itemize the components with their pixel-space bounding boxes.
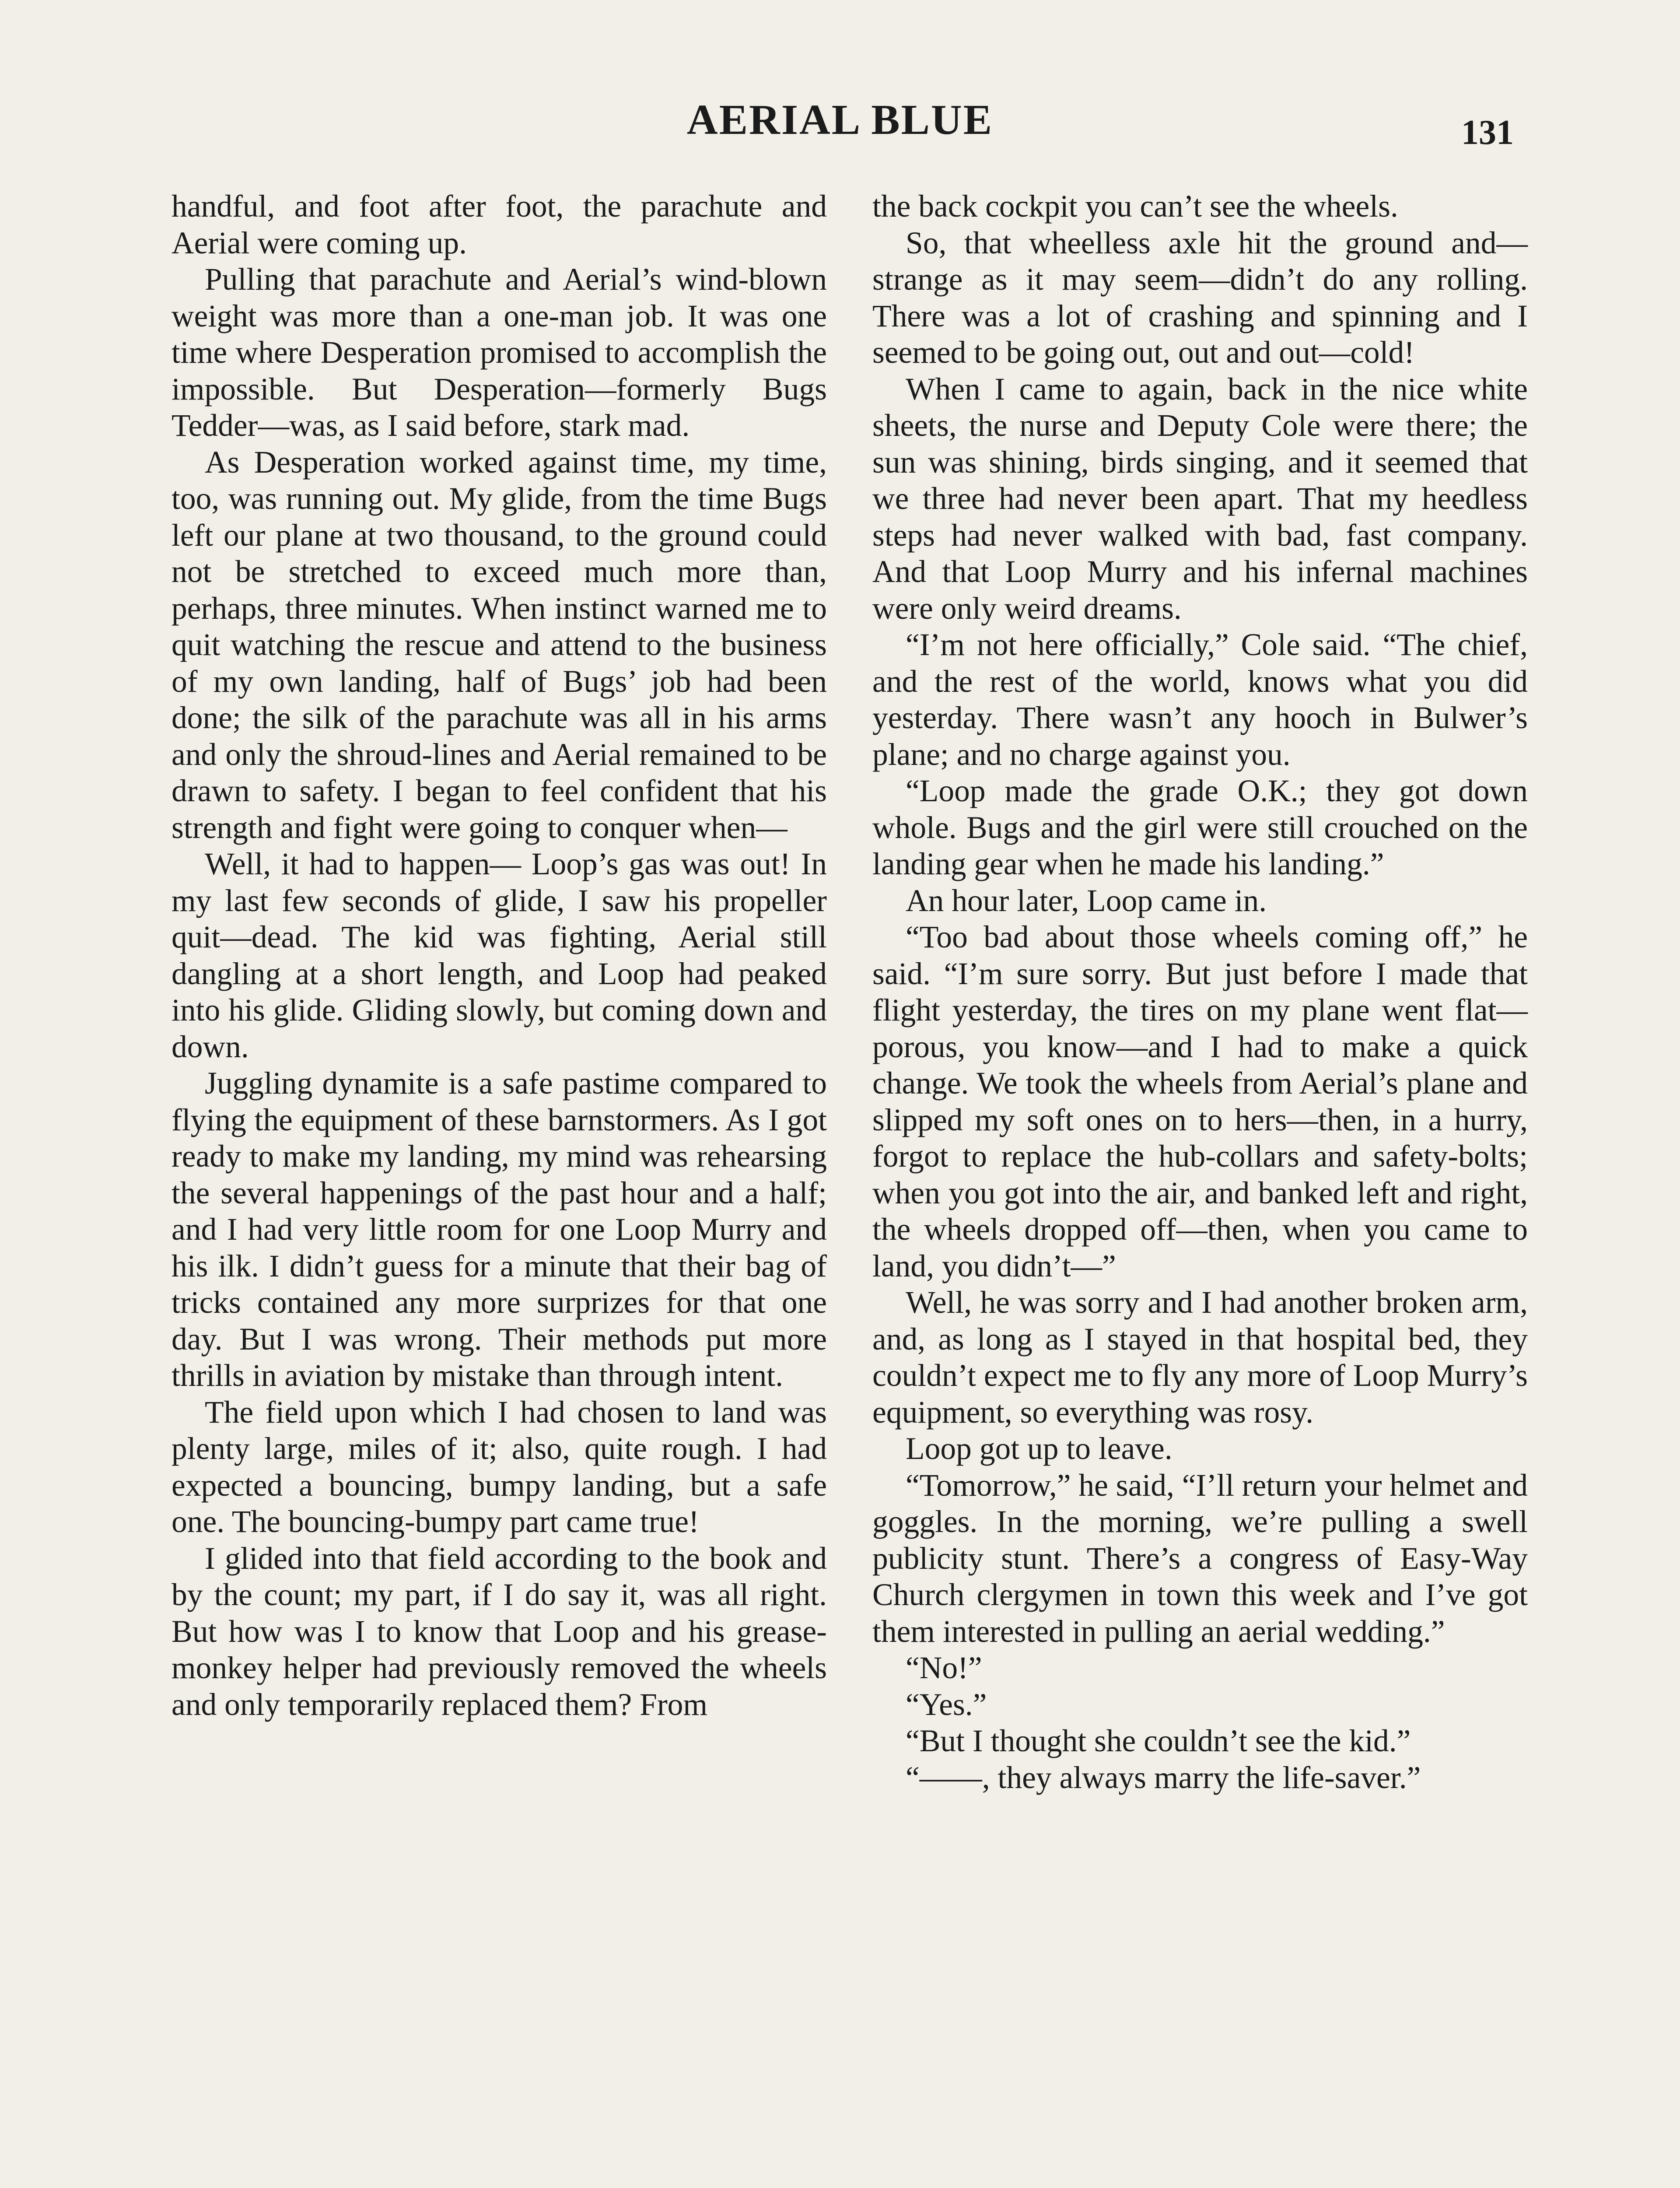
paragraph: I glided into that field according to the book and by the count; my part, if I do say it, was all right. But how was I to know that Loop and his grease-monkey helper had previously removed the wheels and only temporarily replaced them? From	[172, 1541, 827, 1722]
paragraph: Well, it had to happen— Loop’s gas was out! In my last few seconds of glide, I saw his propeller quit—dead. The kid was fighting, Aerial still dangling at a short length, and Loop had peaked into his glide. Gliding slowly, but coming down and down.	[172, 847, 827, 1064]
paragraph: handful, and foot after foot, the parachute and Aerial were coming up.	[172, 189, 827, 260]
paragraph: “Tomorrow,” he said, “I’ll return your helmet and goggles. In the morning, we’re pulling a swell publicity stunt. There’s a congress of Easy-Way Church clergymen in town this week and I’ve got them interested in pulling an aerial wedding.”	[872, 1468, 1528, 1649]
paragraph: “But I thought she couldn’t see the kid.”	[906, 1724, 1411, 1758]
paragraph: Loop got up to leave.	[906, 1431, 1172, 1466]
page-number: 131	[1461, 113, 1514, 152]
paragraph: “Too bad about those wheels coming off,” he said. “I’m sure sorry. But just before I made that flight yesterday, the tires on my plane went flat—porous, you know—and I had to make a quick change. We took the wheels from Aerial’s plane and slipped my soft ones on to hers—then, in a hurry, forgot to replace the hub-collars and safety-bolts; when you got into the air, and banked left and right, the wheels dropped off—then, when you came to land, you didn’t—”	[872, 920, 1528, 1283]
paragraph: “No!”	[906, 1651, 982, 1685]
paragraph: “Loop made the grade O.K.; they got down whole. Bugs and the girl were still crouched on the landing gear when he made his landing.”	[872, 774, 1528, 881]
paragraph: The field upon which I had chosen to land was plenty large, miles of it; also, quite rough. I had expected a bouncing, bumpy landing, but a safe one. The bouncing-bumpy part came true!	[172, 1395, 827, 1539]
paragraph: “——, they always marry the life-saver.”	[906, 1760, 1421, 1795]
paragraph: An hour later, Loop came in.	[906, 883, 1267, 918]
paragraph: As Desperation worked against time, my time, too, was running out. My glide, from the time Bugs left our plane at two thousand, to the ground could not be stretched to exceed much more than, perhaps, three minutes. When instinct warned me to quit watching the rescue and attend to the business of my own landing, half of Bugs’ job had been done; the silk of the parachute was all in his arms and only the shroud-lines and Aerial remained to be drawn to safety. I began to feel confident that his strength and fight were going to conquer when—	[172, 445, 827, 845]
paragraph: When I came to again, back in the nice white sheets, the nurse and Deputy Cole were there; the sun was shining, birds singing, and it seemed that we three had never been apart. That my heedless steps had never walked with bad, fast company. And that Loop Murry and his infernal machines were only weird dreams.	[872, 372, 1528, 626]
paragraph: Well, he was sorry and I had another broken arm, and, as long as I stayed in that hospital bed, they couldn’t expect me to fly any more of Loop Murry’s equipment, so everything was rosy.	[872, 1285, 1528, 1430]
paragraph: Pulling that parachute and Aerial’s wind-blown weight was more than a one-man job. It was one time where Desperation promised to accomplish the impossible. But Desperation—formerly Bugs Tedder—was, as I said before, stark mad.	[172, 262, 827, 443]
right-column	[872, 188, 1528, 1796]
paragraph: “Yes.”	[906, 1687, 987, 1722]
paragraph: the back cockpit you can’t see the wheels.	[872, 189, 1398, 224]
paragraph: “I’m not here officially,” Cole said. “The chief, and the rest of the world, knows what you did yesterday. There wasn’t any hooch in Bulwer’s plane; and no charge against you.	[872, 628, 1528, 772]
paragraph: So, that wheelless axle hit the ground and—strange as it may seem—didn’t do any rolling. There was a lot of crashing and spinning and I seemed to be going out, out and out—cold!	[872, 225, 1528, 370]
left-column	[172, 188, 827, 1723]
paragraph: Juggling dynamite is a safe pastime compared to flying the equipment of these barnstormers. As I got ready to make my landing, my mind was rehearsing the several happenings of the past hour and a half; and I had very little room for one Loop Murry and his ilk. I didn’t guess for a minute that their bag of tricks contained any more surprizes for that one day. But I was wrong. Their methods put more thrills in aviation by mistake than through intent.	[172, 1066, 827, 1393]
running-title: AERIAL BLUE	[686, 96, 994, 144]
